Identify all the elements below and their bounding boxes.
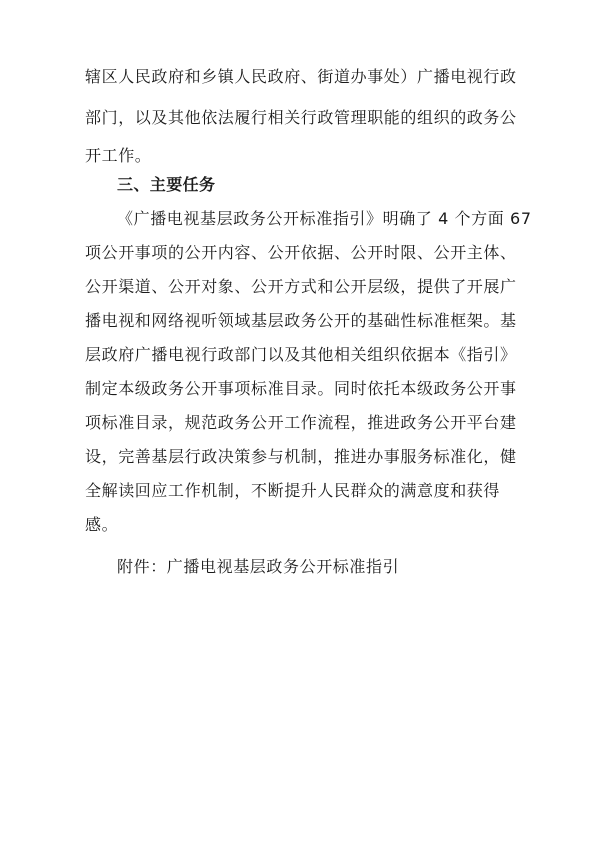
main-paragraph-line: 播电视和网络视听领域基层政务公开的基础性标准框架。基 xyxy=(85,311,517,330)
opening-paragraph-line: 辖区人民政府和乡镇人民政府、街道办事处）广播电视行政 xyxy=(85,67,517,86)
attachment-line: 附件：广播电视基层政务公开标准指引 xyxy=(117,557,400,576)
opening-paragraph-line: 开工作。 xyxy=(85,146,152,165)
main-paragraph-line: 制定本级政务公开事项标准目录。同时依托本级政务公开事 xyxy=(85,379,517,398)
main-paragraph-line: 全解读回应工作机制，不断提升人民群众的满意度和获得 xyxy=(85,481,501,500)
main-paragraph-line: 层政府广播电视行政部门以及其他相关组织依据本《指引》 xyxy=(85,345,517,364)
main-paragraph-line: 感。 xyxy=(85,515,119,534)
opening-paragraph-line: 部门，以及其他依法履行相关行政管理职能的组织的政务公 xyxy=(85,108,517,127)
main-paragraph-line: 项公开事项的公开内容、公开依据、公开时限、公开主体、 xyxy=(85,243,517,262)
main-paragraph-line: 设，完善基层行政决策参与机制，推进办事服务标准化，健 xyxy=(85,447,517,466)
main-paragraph-line: 《广播电视基层政务公开标准指引》明确了 4 个方面 67 xyxy=(117,209,532,228)
section-heading: 三、主要任务 xyxy=(117,175,216,194)
main-paragraph-line: 项标准目录，规范政务公开工作流程，推进政务公开平台建 xyxy=(85,413,517,432)
main-paragraph-line: 公开渠道、公开对象、公开方式和公开层级，提供了开展广 xyxy=(85,277,517,296)
